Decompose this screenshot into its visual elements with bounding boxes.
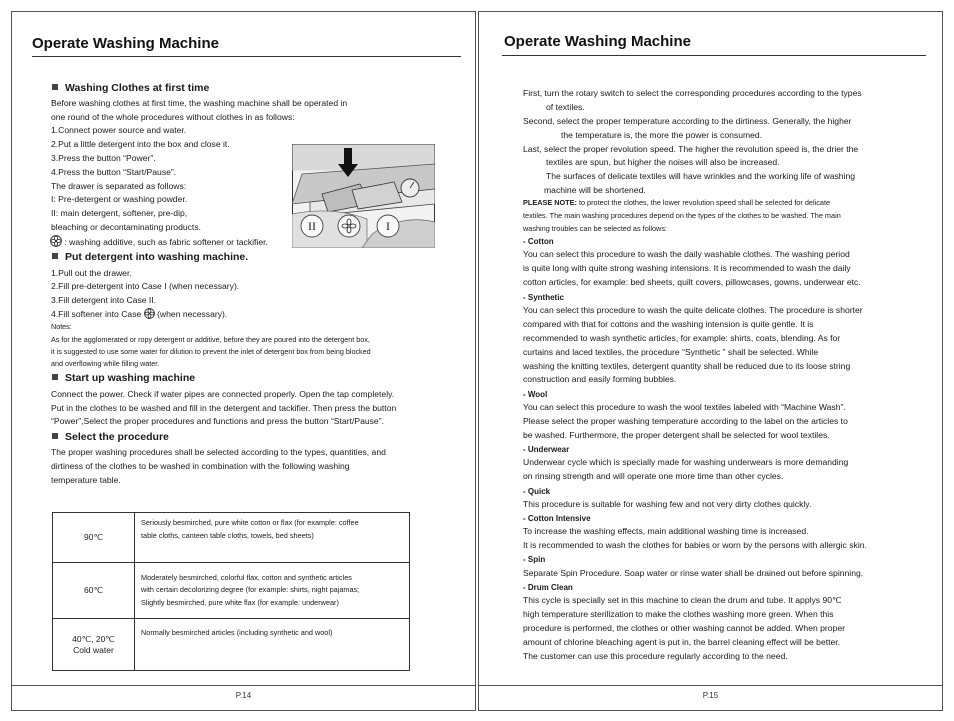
intro-line: Second, select the proper temperature according to the dirtiness. Generally, the higher (523, 116, 852, 126)
procedure-line: This cycle is specially set in this machine to clean the drum and tube. It applys 90℃ (523, 595, 842, 605)
sec3-line: Put in the clothes to be washed and fill in the detergent and tackifier. Then press the button (51, 403, 397, 413)
sec4-line: temperature table. (51, 475, 121, 485)
temp-value: 40℃, 20℃ (72, 633, 115, 644)
title-divider (502, 55, 926, 56)
sec1-line: The drawer is separated as follows: (51, 181, 187, 191)
temp-value: 90℃ (83, 532, 103, 542)
flower-additive-icon (50, 235, 62, 247)
table-row (53, 563, 410, 619)
sec2-line: 2.Fill pre-detergent into Case I (when necessary). (51, 281, 240, 291)
desc-cell (135, 563, 410, 619)
title-divider (32, 56, 461, 57)
sec2-line: 1.Pull out the drawer. (51, 268, 132, 278)
procedure-line: Underwear cycle which is specially made for washing underwears is more demanding (523, 457, 849, 467)
procedure-line: It is recommended to wash the clothes for babies or worn by the persons with allergic skin. (523, 540, 867, 550)
temperature-table (52, 512, 410, 671)
temp-cell (53, 563, 135, 619)
page-number: P.14 (235, 691, 252, 700)
procedure-line: This procedure is suitable for washing few and not very dirty clothes quickly. (523, 499, 812, 509)
procedure-name-cotton-intensive: - Cotton Intensive (523, 514, 591, 523)
left-page (11, 11, 476, 711)
square-bullet-icon (52, 374, 58, 380)
please-note-line: washing troubles can be selected as follows: (523, 224, 667, 233)
procedure-line: recommended to wash synthetic articles, for example: shirts, coats, blending. As for (523, 333, 841, 343)
procedure-line: The customer can use this procedure regularly according to the need. (523, 651, 788, 661)
section-heading-text: Put detergent into washing machine. (65, 251, 249, 263)
sec3-line: “Power”,Select the proper procedures and functions and press the button “Start/Pause”. (51, 416, 384, 426)
sec1-line: 4.Press the button “Start/Pause”. (51, 167, 177, 177)
sec4-line: dirtiness of the clothes to be washed in combination with the following washing (51, 461, 350, 471)
procedure-line: amount of chlorine bleaching agent is put in, the barrel cleaning effect will be better. (523, 637, 841, 647)
page-title: Operate Washing Machine (504, 33, 691, 50)
procedure-line: Separate Spin Procedure. Soap water or rinse water shall be drained out before spinning. (523, 568, 864, 578)
additive-note-text: : washing additive, such as fabric softener or tackifier. (64, 237, 268, 247)
desc-cell (135, 619, 410, 671)
section-heading-text: Washing Clothes at first time (65, 82, 210, 94)
desc-line: with certain decolorizing degree (for example: shirts, night pajamas; (141, 585, 360, 595)
additive-note (50, 235, 268, 250)
desc-line: Moderately besmirched, colorful flax, cotton and synthetic articles (141, 572, 352, 582)
procedure-line: You can select this procedure to wash the quite delicate clothes. The procedure is shorter (523, 305, 863, 315)
sec1-line: II: main detergent, softener, pre-dip, (51, 208, 188, 218)
desc-line: Normally besmirched articles (including synthetic and wool) (141, 628, 333, 637)
right-page (478, 11, 943, 711)
please-note-label: PLEASE NOTE: (523, 198, 577, 207)
procedure-name-drum-clean: - Drum Clean (523, 583, 573, 592)
procedure-line: Please select the proper washing temperature according to the label on the articles to (523, 416, 848, 426)
sec1-line: 1.Connect power source and water. (51, 125, 187, 135)
procedure-line: be washed. Furthermore, the proper detergent shall be selected for wool textiles. (523, 430, 830, 440)
desc-line: Seriously besmirched, pure white cotton or flax (for example: coffee (141, 518, 359, 527)
temp-cell (53, 619, 135, 671)
procedure-name-spin: - Spin (523, 555, 546, 564)
footer-divider (12, 685, 475, 686)
section-heading-start-up (52, 372, 195, 384)
procedure-name-underwear: - Underwear (523, 445, 570, 454)
procedure-line: is quite long with quite strong washing intensions. It is recommended to wash the daily (523, 263, 851, 273)
procedure-line: construction and easily forming bubbles. (523, 374, 677, 384)
notes-line: it is suggested to use some water for dilution to prevent the inlet of detergent box from being blocked (51, 347, 371, 356)
temp-value: 60℃ (83, 585, 103, 595)
procedure-name-wool: - Wool (523, 390, 548, 399)
temp-value: Cold water (73, 644, 114, 655)
sec1-line: Before washing clothes at first time, the washing machine shall be operated in (51, 98, 348, 108)
intro-line: the temperature is, the more the power is consumed. (561, 130, 763, 140)
please-note-text: to protect the clothes, the lower revolution speed shall be selected for delicate (576, 198, 831, 207)
sec2-line-text: 4.Fill softener into Case (51, 309, 142, 319)
procedure-line: To increase the washing effects, main additional washing time is increased. (523, 526, 809, 536)
notes-line: As for the agglomerated or ropy detergent or additive, before they are poured into the detergent box, (51, 335, 370, 344)
table-row (53, 513, 410, 563)
section-heading-text: Start up washing machine (65, 372, 196, 384)
sec3-line: Connect the power. Check if water pipes are connected properly. Open the tap completely. (51, 389, 395, 399)
procedure-line: high temperature sterilization to make the clothes washing more green. When this (523, 609, 834, 619)
section-heading-text: Select the procedure (65, 431, 169, 443)
square-bullet-icon (52, 84, 58, 90)
sec2-line-softener (51, 308, 227, 322)
procedure-line: on rinsing strength and will operate one more time than other cycles. (523, 471, 784, 481)
section-heading-select-procedure (52, 431, 169, 443)
temp-cell (53, 513, 135, 563)
page-title: Operate Washing Machine (32, 35, 219, 52)
procedure-line: You can select this procedure to wash the wool textiles labeled with “Machine Wash”. (523, 402, 846, 412)
desc-line: table cloths, canteen table cloths, towels, bed sheets) (141, 530, 314, 540)
procedure-line: compared with that for cottons and the washing intension is quite gentle. It is (523, 319, 814, 329)
compartment-label-i: I (386, 219, 390, 233)
intro-line: textiles are spun, but higher the noises will also be increased. (546, 157, 780, 167)
procedure-name-quick: - Quick (523, 487, 551, 496)
section-heading-first-wash (52, 82, 209, 94)
square-bullet-icon (52, 253, 58, 259)
procedure-line: curtains and laced textiles, the procedure “Synthetic ” shall be selected. While (523, 347, 819, 357)
intro-line: First, turn the rotary switch to select the corresponding procedures according to the types (523, 88, 862, 98)
section-heading-put-detergent (52, 251, 248, 263)
please-note-line (523, 197, 830, 210)
desc-cell (135, 513, 410, 563)
compartment-label-ii: II (308, 219, 316, 233)
intro-line: machine will be shortened. (544, 185, 646, 195)
procedure-name-synthetic: - Synthetic (523, 293, 564, 302)
sec1-line: I: Pre-detergent or washing powder. (51, 194, 188, 204)
detergent-drawer-illustration (292, 144, 435, 248)
procedure-line: procedure is performed, the clothes or other washing cannot be added. When proper (523, 623, 845, 633)
procedure-name-cotton: - Cotton (523, 237, 554, 246)
sec4-line: The proper washing procedures shall be selected according to the types, quantities, and (51, 447, 386, 457)
flower-softener-icon (144, 308, 155, 319)
intro-line: of textiles. (546, 102, 585, 112)
sec1-line: bleaching or decontaminating products. (51, 222, 202, 232)
please-note-line: textiles. The main washing procedures depend on the types of the clothes to be washed. The main (523, 211, 841, 220)
procedure-line: washing the knitting textiles, detergent quantity shall be reduced due to its loose string (523, 361, 851, 371)
intro-line: The surfaces of delicate textiles will have wrinkles and the working life of washing (546, 171, 856, 181)
footer-divider (479, 685, 942, 686)
intro-line: Last, select the proper revolution speed. The higher the revolution speed is, the drier the (523, 144, 859, 154)
sec1-line: one round of the whole procedures without clothes in as follows: (51, 112, 295, 122)
notes-label: Notes: (51, 322, 72, 331)
procedure-line: You can select this procedure to wash the daily washable clothes. The washing period (523, 249, 850, 259)
table-row (53, 619, 410, 671)
desc-line: Slightly besmirched, pure white flax (for example: underwear) (141, 597, 339, 607)
square-bullet-icon (52, 433, 58, 439)
sec1-line: 3.Press the button “Power”. (51, 153, 156, 163)
notes-line: and overflowing while filling water. (51, 359, 160, 368)
procedure-line: cotton articles, for example: bed sheets, quilt covers, pillowcases, gowns, underwear etc. (523, 277, 861, 287)
sec2-line-text: (when necessary). (157, 309, 228, 319)
sec1-line: 2.Put a little detergent into the box and close it. (51, 139, 230, 149)
page-number: P.15 (702, 691, 719, 700)
sec2-line: 3.Fill detergent into Case II. (51, 295, 157, 305)
